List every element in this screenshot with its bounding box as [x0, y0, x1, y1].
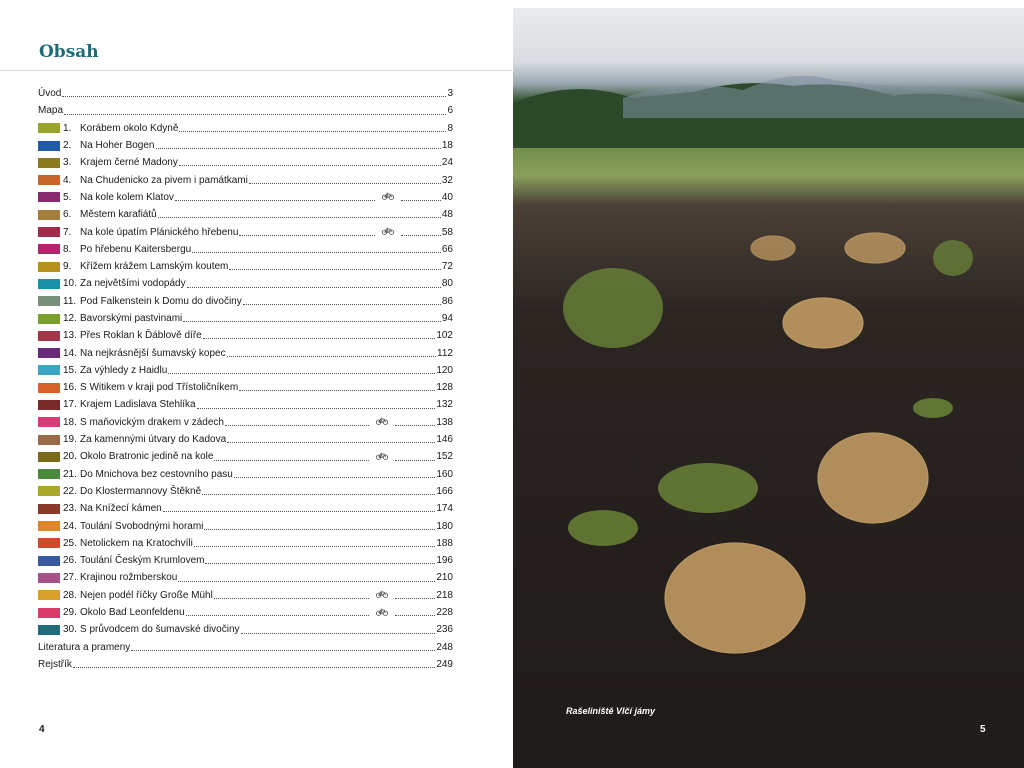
toc-entry[interactable]	[38, 604, 453, 621]
toc-entry-number: 1.	[63, 122, 72, 134]
dot-leader	[194, 546, 435, 547]
route-color-swatch	[38, 314, 60, 324]
route-color-swatch	[38, 279, 60, 289]
toc-entry-number: 8.	[63, 243, 72, 255]
dot-leader	[249, 183, 441, 184]
route-color-swatch	[38, 141, 60, 151]
toc-entry[interactable]	[38, 362, 453, 379]
toc-entry-number: 26.	[63, 555, 77, 567]
dot-leader	[178, 581, 435, 582]
dot-leader	[239, 235, 374, 236]
dot-leader	[202, 494, 435, 495]
dot-leader	[179, 131, 446, 132]
toc-entry-number: 29.	[63, 607, 77, 619]
toc-entry[interactable]	[38, 241, 453, 258]
toc-entry-page: 102	[436, 330, 453, 342]
toc-entry-number: 9.	[63, 261, 72, 273]
toc-entry-number: 15.	[63, 364, 77, 376]
toc-entry-label: Toulání Svobodnými horami	[80, 520, 204, 532]
bicycle-icon	[370, 452, 394, 462]
toc-entry[interactable]	[38, 327, 453, 344]
toc-entry-number: 10.	[63, 278, 77, 290]
toc-entry-number: 25.	[63, 537, 77, 549]
route-color-swatch	[38, 486, 60, 496]
bicycle-icon	[376, 227, 400, 237]
title-divider	[0, 70, 512, 71]
dot-leader	[395, 460, 435, 461]
toc-entry-label: Na Chudenicko za pivem i památkami	[80, 174, 248, 186]
toc-entry-number: 21.	[63, 468, 77, 480]
toc-entry-number: 12.	[63, 313, 77, 324]
dot-leader	[73, 667, 435, 668]
toc-entry-number: 20.	[63, 451, 77, 463]
toc-entry-label: S Witikem v kraji pod Třístoličníkem	[80, 382, 239, 394]
toc-entry-page: 188	[436, 537, 453, 549]
dot-leader	[203, 338, 436, 339]
page-number-left: 4	[39, 724, 45, 735]
toc-entry-number: 6.	[63, 209, 72, 221]
toc-entry[interactable]	[38, 293, 453, 310]
route-color-swatch	[38, 452, 60, 462]
toc-entry[interactable]	[38, 396, 453, 413]
toc-title: Obsah	[39, 42, 99, 62]
toc-entry[interactable]	[38, 639, 453, 656]
toc-entry-page: 248	[436, 641, 453, 653]
toc-entry[interactable]	[38, 344, 453, 361]
toc-entry-label: Na kole kolem Klatov	[80, 191, 174, 203]
toc-entry-number: 7.	[63, 226, 72, 238]
toc-entry-label: Na Hoher Bogen	[80, 140, 155, 152]
toc-entry-number: 19.	[63, 434, 77, 446]
toc-entry[interactable]	[38, 414, 453, 431]
dot-leader	[234, 477, 435, 478]
toc-entry-label: Krajinou rožmberskou	[80, 572, 178, 584]
toc-entry-label: Na kole úpatím Plánického hřebenu	[80, 226, 239, 238]
dot-leader	[401, 200, 441, 201]
dot-leader	[214, 460, 369, 461]
toc-entry[interactable]	[38, 137, 453, 154]
dot-leader	[225, 425, 369, 426]
toc-entry-label: Na nejkrásnější šumavský kopec	[80, 347, 226, 359]
toc-entry-page: 3	[447, 88, 453, 100]
toc-entry-number: 30.	[63, 624, 77, 636]
route-color-swatch	[38, 435, 60, 445]
toc-entry-label: Okolo Bratronic jedině na kole	[80, 451, 214, 463]
toc-entry[interactable]	[38, 552, 453, 569]
route-color-swatch	[38, 383, 60, 393]
dot-leader	[227, 442, 435, 443]
toc-entry-page: 80	[441, 278, 453, 290]
page-number-right: 5	[980, 724, 986, 735]
dot-leader	[229, 269, 441, 270]
toc-entry[interactable]	[38, 171, 453, 188]
toc-entry-page: 18	[441, 140, 453, 152]
toc-entry[interactable]	[38, 189, 453, 206]
toc-entry-label: Literatura a prameny	[38, 641, 131, 653]
route-color-swatch	[38, 123, 60, 133]
toc-entry-page: 32	[441, 174, 453, 186]
route-color-swatch	[38, 625, 60, 635]
toc-entry-label: Za největšími vodopády	[80, 278, 186, 290]
dot-leader	[192, 252, 441, 253]
toc-entry-label: Nejen podél říčky Große Mühl	[80, 589, 213, 601]
toc-entry[interactable]	[38, 102, 453, 119]
toc-entry[interactable]	[38, 500, 453, 517]
toc-entry-label: Přes Roklan k Ďáblově díře	[80, 330, 202, 342]
dot-leader	[156, 148, 441, 149]
route-color-swatch	[38, 573, 60, 583]
toc-entry-label: Pod Falkenstein k Domu do divočiny	[80, 295, 242, 307]
toc-entry-number: 17.	[63, 399, 77, 411]
toc-entry[interactable]	[38, 206, 453, 223]
toc-entry-page: 120	[436, 364, 453, 376]
route-color-swatch	[38, 417, 60, 427]
toc-entry-page: 196	[436, 555, 453, 567]
toc-entry-number: 11.	[63, 295, 77, 307]
toc-entry-page: 58	[441, 226, 453, 238]
bicycle-icon	[370, 608, 394, 618]
dot-leader	[401, 235, 441, 236]
toc-entry-label: Mapa	[38, 105, 64, 117]
toc-entry-label: Krajem Ladislava Stehlíka	[80, 399, 196, 411]
peat-bog-illustration	[513, 8, 1024, 768]
toc-entry-number: 22.	[63, 485, 77, 497]
route-color-swatch	[38, 348, 60, 358]
route-color-swatch	[38, 469, 60, 479]
toc-entry-page: 72	[441, 261, 453, 273]
toc-entry[interactable]	[38, 275, 453, 292]
toc-entry-page: 160	[436, 468, 453, 480]
toc-entry-page: 8	[447, 122, 453, 134]
dot-leader	[131, 650, 435, 651]
toc-entry[interactable]	[38, 448, 453, 465]
dot-leader	[205, 563, 435, 564]
toc-entry[interactable]	[38, 258, 453, 275]
dot-leader	[197, 408, 436, 409]
toc-entry-label: Za kamennými útvary do Kadova	[80, 434, 227, 446]
toc-entry-page: 228	[436, 607, 453, 619]
dot-leader	[204, 529, 435, 530]
toc-entry[interactable]	[38, 431, 453, 448]
toc-entry-number: 3.	[63, 157, 72, 169]
route-color-swatch	[38, 262, 60, 272]
bicycle-icon	[370, 417, 394, 427]
toc-entry-number: 18.	[63, 416, 77, 428]
toc-entry-label: S maňovickým drakem v zádech	[80, 416, 224, 428]
toc-entry-label: Městem karafiátů	[80, 209, 157, 221]
toc-entry[interactable]	[38, 656, 453, 673]
toc-entry-label: Krajem černé Madony	[80, 157, 178, 169]
toc-entry-page: 218	[436, 589, 453, 601]
toc-entry-page: 86	[441, 295, 453, 307]
toc-entry-number: 24.	[63, 520, 77, 532]
toc-entry-label: Korábem okolo Kdyně	[80, 122, 179, 134]
route-color-swatch	[38, 608, 60, 618]
toc-entry-label: Za výhledy z Haidlu	[80, 364, 168, 376]
dot-leader	[158, 217, 441, 218]
toc-entry[interactable]	[38, 587, 453, 604]
toc-entry-page: 174	[436, 503, 453, 515]
toc-entry[interactable]	[38, 517, 453, 534]
toc-entry-page: 132	[436, 399, 453, 411]
toc-entry-page: 128	[436, 382, 453, 394]
toc-entry-page: 210	[436, 572, 453, 584]
toc-entry[interactable]	[38, 120, 453, 137]
dot-leader	[62, 96, 446, 97]
dot-leader	[243, 304, 441, 305]
dot-leader	[227, 356, 436, 357]
route-color-swatch	[38, 400, 60, 410]
dot-leader	[214, 598, 369, 599]
route-color-swatch	[38, 504, 60, 514]
right-page	[512, 0, 1024, 768]
toc-entry-number: 13.	[63, 330, 77, 342]
toc-entry-label: S průvodcem do šumavské divočiny	[80, 624, 240, 636]
toc-entry-label: Rejstřík	[38, 658, 72, 670]
route-color-swatch	[38, 365, 60, 375]
toc-entry[interactable]	[38, 483, 453, 500]
toc-entry-number: 27.	[63, 572, 77, 584]
toc-entry-label: Úvod	[38, 88, 62, 100]
route-color-swatch	[38, 175, 60, 185]
route-color-swatch	[38, 521, 60, 531]
toc-entry-page: 152	[436, 451, 453, 463]
toc-entry-number: 4.	[63, 174, 72, 186]
route-color-swatch	[38, 244, 60, 254]
dot-leader	[187, 287, 441, 288]
dot-leader	[395, 615, 435, 616]
route-color-swatch	[38, 192, 60, 202]
toc-entry[interactable]	[38, 569, 453, 586]
dot-leader	[395, 425, 435, 426]
dot-leader	[175, 200, 375, 201]
toc-entry-number: 14.	[63, 347, 77, 359]
toc-entry-page: 166	[436, 485, 453, 497]
dot-leader	[186, 615, 370, 616]
toc-entry-label: Netolickem na Kratochvíli	[80, 537, 193, 549]
toc-entry-number: 23.	[63, 503, 77, 515]
route-color-swatch	[38, 227, 60, 237]
photo-caption: Rašeliniště Vlčí jámy	[566, 706, 656, 716]
route-color-swatch	[38, 296, 60, 306]
dot-leader	[395, 598, 435, 599]
dot-leader	[241, 633, 436, 634]
route-color-swatch	[38, 590, 60, 600]
bicycle-icon	[376, 192, 400, 202]
route-color-swatch	[38, 538, 60, 548]
toc-entry[interactable]	[38, 154, 453, 171]
bicycle-icon	[370, 590, 394, 600]
toc-entry[interactable]	[38, 223, 453, 240]
dot-leader	[183, 321, 441, 322]
toc-entry-label: Na Knížecí kámen	[80, 503, 162, 515]
dot-leader	[179, 165, 441, 166]
toc-entry-page: 138	[436, 416, 453, 428]
toc-entry-page: 6	[447, 105, 453, 117]
dot-leader	[163, 511, 436, 512]
toc-entry-number: 16.	[63, 382, 77, 394]
dot-leader	[168, 373, 435, 374]
toc-entry-number: 2.	[63, 140, 72, 152]
peat-bog-photo	[513, 8, 1024, 768]
toc-list	[38, 85, 453, 673]
toc-entry[interactable]	[38, 379, 453, 396]
route-color-swatch	[38, 331, 60, 341]
toc-entry-label: Do Klostermannovy Štěkně	[80, 485, 202, 497]
toc-entry[interactable]	[38, 535, 453, 552]
toc-entry-page: 146	[436, 434, 453, 446]
toc-entry-label: Toulání Českým Krumlovem	[80, 555, 205, 567]
toc-entry[interactable]	[38, 466, 453, 483]
toc-entry-page: 112	[437, 347, 453, 359]
toc-entry[interactable]	[38, 621, 453, 638]
toc-entry-label: Okolo Bad Leonfeldenu	[80, 607, 185, 619]
toc-entry-page: 40	[441, 191, 453, 203]
toc-entry[interactable]	[38, 85, 453, 102]
toc-entry-page: 249	[436, 658, 453, 670]
dot-leader	[239, 390, 435, 391]
toc-entry-page: 66	[441, 243, 453, 255]
toc-entry-label: Křížem krážem Lamským koutem	[80, 261, 229, 273]
toc-entry-number: 5.	[63, 191, 72, 203]
route-color-swatch	[38, 210, 60, 220]
toc-entry-page: 48	[441, 209, 453, 221]
toc-entry-label: Do Mnichova bez cestovního pasu	[80, 468, 233, 480]
route-color-swatch	[38, 158, 60, 168]
toc-entry-label: Po hřebenu Kaitersbergu	[80, 243, 192, 255]
toc-entry-label: Bavorskými pastvinami	[80, 313, 183, 324]
toc-entry-page: 236	[436, 624, 453, 636]
toc-entry[interactable]	[38, 310, 453, 327]
dot-leader	[64, 114, 446, 115]
toc-entry-number: 28.	[63, 589, 77, 601]
toc-entry-page: 24	[441, 157, 453, 169]
route-color-swatch	[38, 556, 60, 566]
toc-entry-page: 94	[441, 313, 453, 324]
toc-entry-page: 180	[436, 520, 453, 532]
